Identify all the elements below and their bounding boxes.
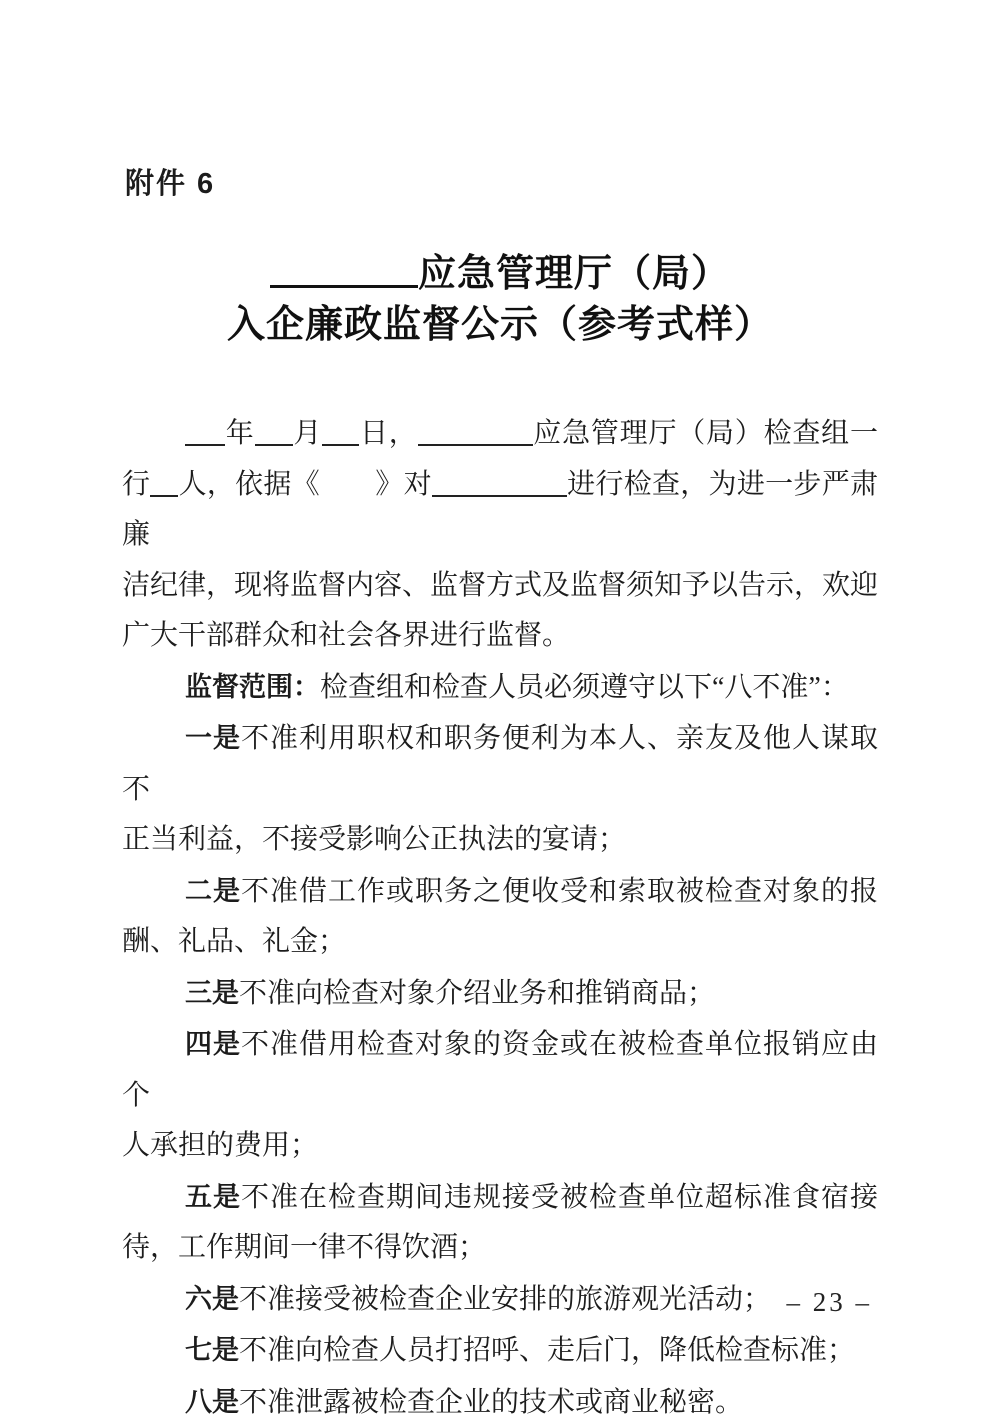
blank-underline [150,467,178,497]
bold-lead-in: 四是 [185,1029,241,1059]
document-body [122,409,878,1428]
text-line [122,561,878,612]
body-text: 酬、礼品、礼金； [122,926,346,957]
document-title [0,247,1000,351]
bold-lead-in: 七是 [185,1335,239,1365]
text-line [122,1325,878,1377]
bold-lead-in: 二是 [185,876,241,906]
blank-underline [185,416,225,446]
text-line [122,713,878,815]
body-text: 不准借工作或职务之便收受和索取被检查对象的报 [241,876,878,907]
title-blank-underline [270,247,418,288]
blank-space [320,465,375,493]
body-text: 正当利益，不接受影响公正执法的宴请； [122,824,626,855]
body-text: 月 [293,418,323,449]
body-text: 人承担的费用； [122,1130,318,1161]
body-text: 日， [359,418,417,449]
text-line [122,611,878,662]
body-text: 不准泄露被检查企业的技术或商业秘密。 [239,1387,743,1418]
blank-underline [418,416,533,446]
blank-underline [255,416,293,446]
blank-underline [432,467,567,497]
title-line-1 [0,247,1000,300]
body-text: 行 [122,469,150,500]
body-text: 不准利用职权和职务便利为本人、亲友及他人谋取不 [122,723,878,805]
body-text: 不准接受被检查企业安排的旅游观光活动； [239,1284,771,1315]
bold-lead-in: 一是 [185,723,241,753]
body-text: 待，工作期间一律不得饮酒； [122,1232,486,1263]
bold-lead-in: 六是 [185,1284,239,1314]
bold-lead-in: 监督范围： [185,672,320,702]
text-line [122,815,878,866]
blank-underline [322,416,359,446]
page-number: – 23 – [787,1287,873,1318]
text-line [122,1223,878,1274]
body-text: 不准向检查人员打招呼、走后门，降低检查标准； [239,1335,855,1366]
body-text: 不准在检查期间违规接受被检查单位超标准食宿接 [241,1182,878,1213]
body-text: 进行检查，为进一步严肃廉 [122,469,878,551]
bold-lead-in: 五是 [185,1182,241,1212]
text-line [122,460,878,561]
text-line [122,1121,878,1172]
bold-lead-in: 三是 [185,978,239,1008]
body-text: 不准向检查对象介绍业务和推销商品； [239,978,715,1009]
title-line-2: 入企廉政监督公示（参考式样） [0,300,1000,351]
text-line [122,968,878,1020]
text-line [122,917,878,968]
text-line [122,1019,878,1121]
attachment-label: 附件 6 [125,161,215,202]
text-line [122,1172,878,1224]
body-text: 广大干部群众和社会各界进行监督。 [122,620,570,651]
text-line [122,409,878,460]
body-text: 洁纪律，现将监督内容、监督方式及监督须知予以告示，欢迎 [122,570,878,601]
body-text: 》对 [375,469,432,500]
text-line [122,662,878,714]
bold-lead-in: 八是 [185,1387,239,1417]
body-text: 检查组和检查人员必须遵守以下“八不准”： [320,672,849,703]
text-line [122,1377,878,1428]
body-text: 应急管理厅（局）检查组一 [533,418,878,449]
body-text: 人，依据《 [178,469,320,500]
title-line-1-text: 应急管理厅（局） [418,253,730,295]
body-text: 年 [225,418,255,449]
text-line [122,866,878,918]
body-text: 不准借用检查对象的资金或在被检查单位报销应由个 [122,1029,878,1111]
text-line [122,1274,878,1326]
